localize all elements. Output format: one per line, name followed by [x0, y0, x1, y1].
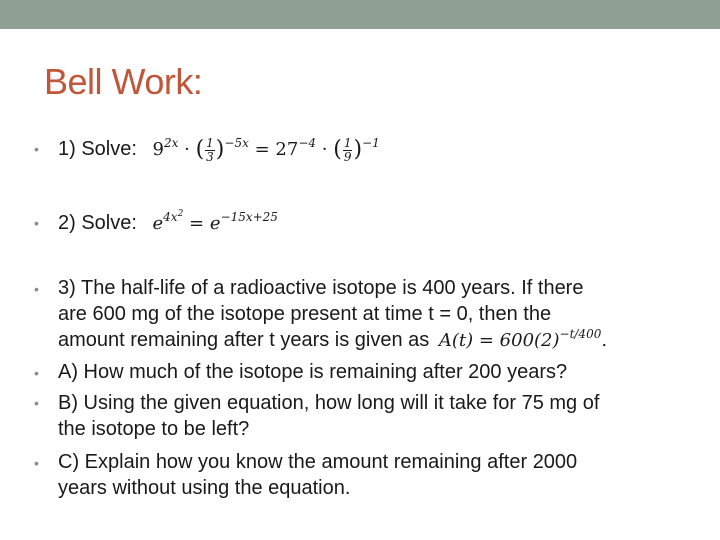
question-3-line-2: are 600 mg of the isotope present at time t = 0, then the	[58, 303, 552, 325]
question-3-line-1: 3) The half-life of a radioactive isotope is 400 years. If there	[58, 277, 584, 299]
question-c-line-1: C) Explain how you know the amount remaining after 2000	[58, 451, 578, 473]
question-3-line-3: amount remaining after t years is given as $A(t) = 600(2)^{-t/400}$.	[58, 327, 608, 351]
q2-equation: $e^{4x^2} = e^{-15x+25}$	[152, 209, 278, 234]
q2-label: 2) Solve:	[58, 212, 137, 234]
bullet: •	[34, 215, 39, 231]
question-b-line-1: B) Using the given equation, how long will it take for 75 mg of	[58, 392, 600, 414]
slide-title: Bell Work:	[44, 61, 203, 102]
question-b-line-2: the isotope to be left?	[58, 418, 250, 440]
question-a: A) How much of the isotope is remaining after 200 years?	[58, 361, 568, 383]
decay-formula: $A(t) = 600(2)^{-t/400}$.	[438, 327, 608, 351]
top-bar	[0, 0, 720, 29]
fraction: $\frac{1}{9}$	[343, 135, 352, 164]
fraction: $\frac{1}{3}$	[206, 135, 214, 164]
question-1	[58, 136, 380, 164]
question-2	[58, 210, 278, 237]
bullet: •	[34, 365, 39, 381]
q1-equation: $9^{2x}$ · ( $\frac{1}{3}$ )$^{-5x} = 27^{-4}$ · ( $\frac{1}{9}$ )$^{-1}$	[152, 135, 380, 164]
q1-label: 1) Solve:	[58, 138, 137, 160]
question-c-line-2: years without using the equation.	[58, 477, 351, 499]
bullet: •	[34, 281, 39, 297]
bullet: •	[34, 141, 39, 157]
bullet: •	[34, 455, 39, 471]
bullet: •	[34, 395, 39, 411]
